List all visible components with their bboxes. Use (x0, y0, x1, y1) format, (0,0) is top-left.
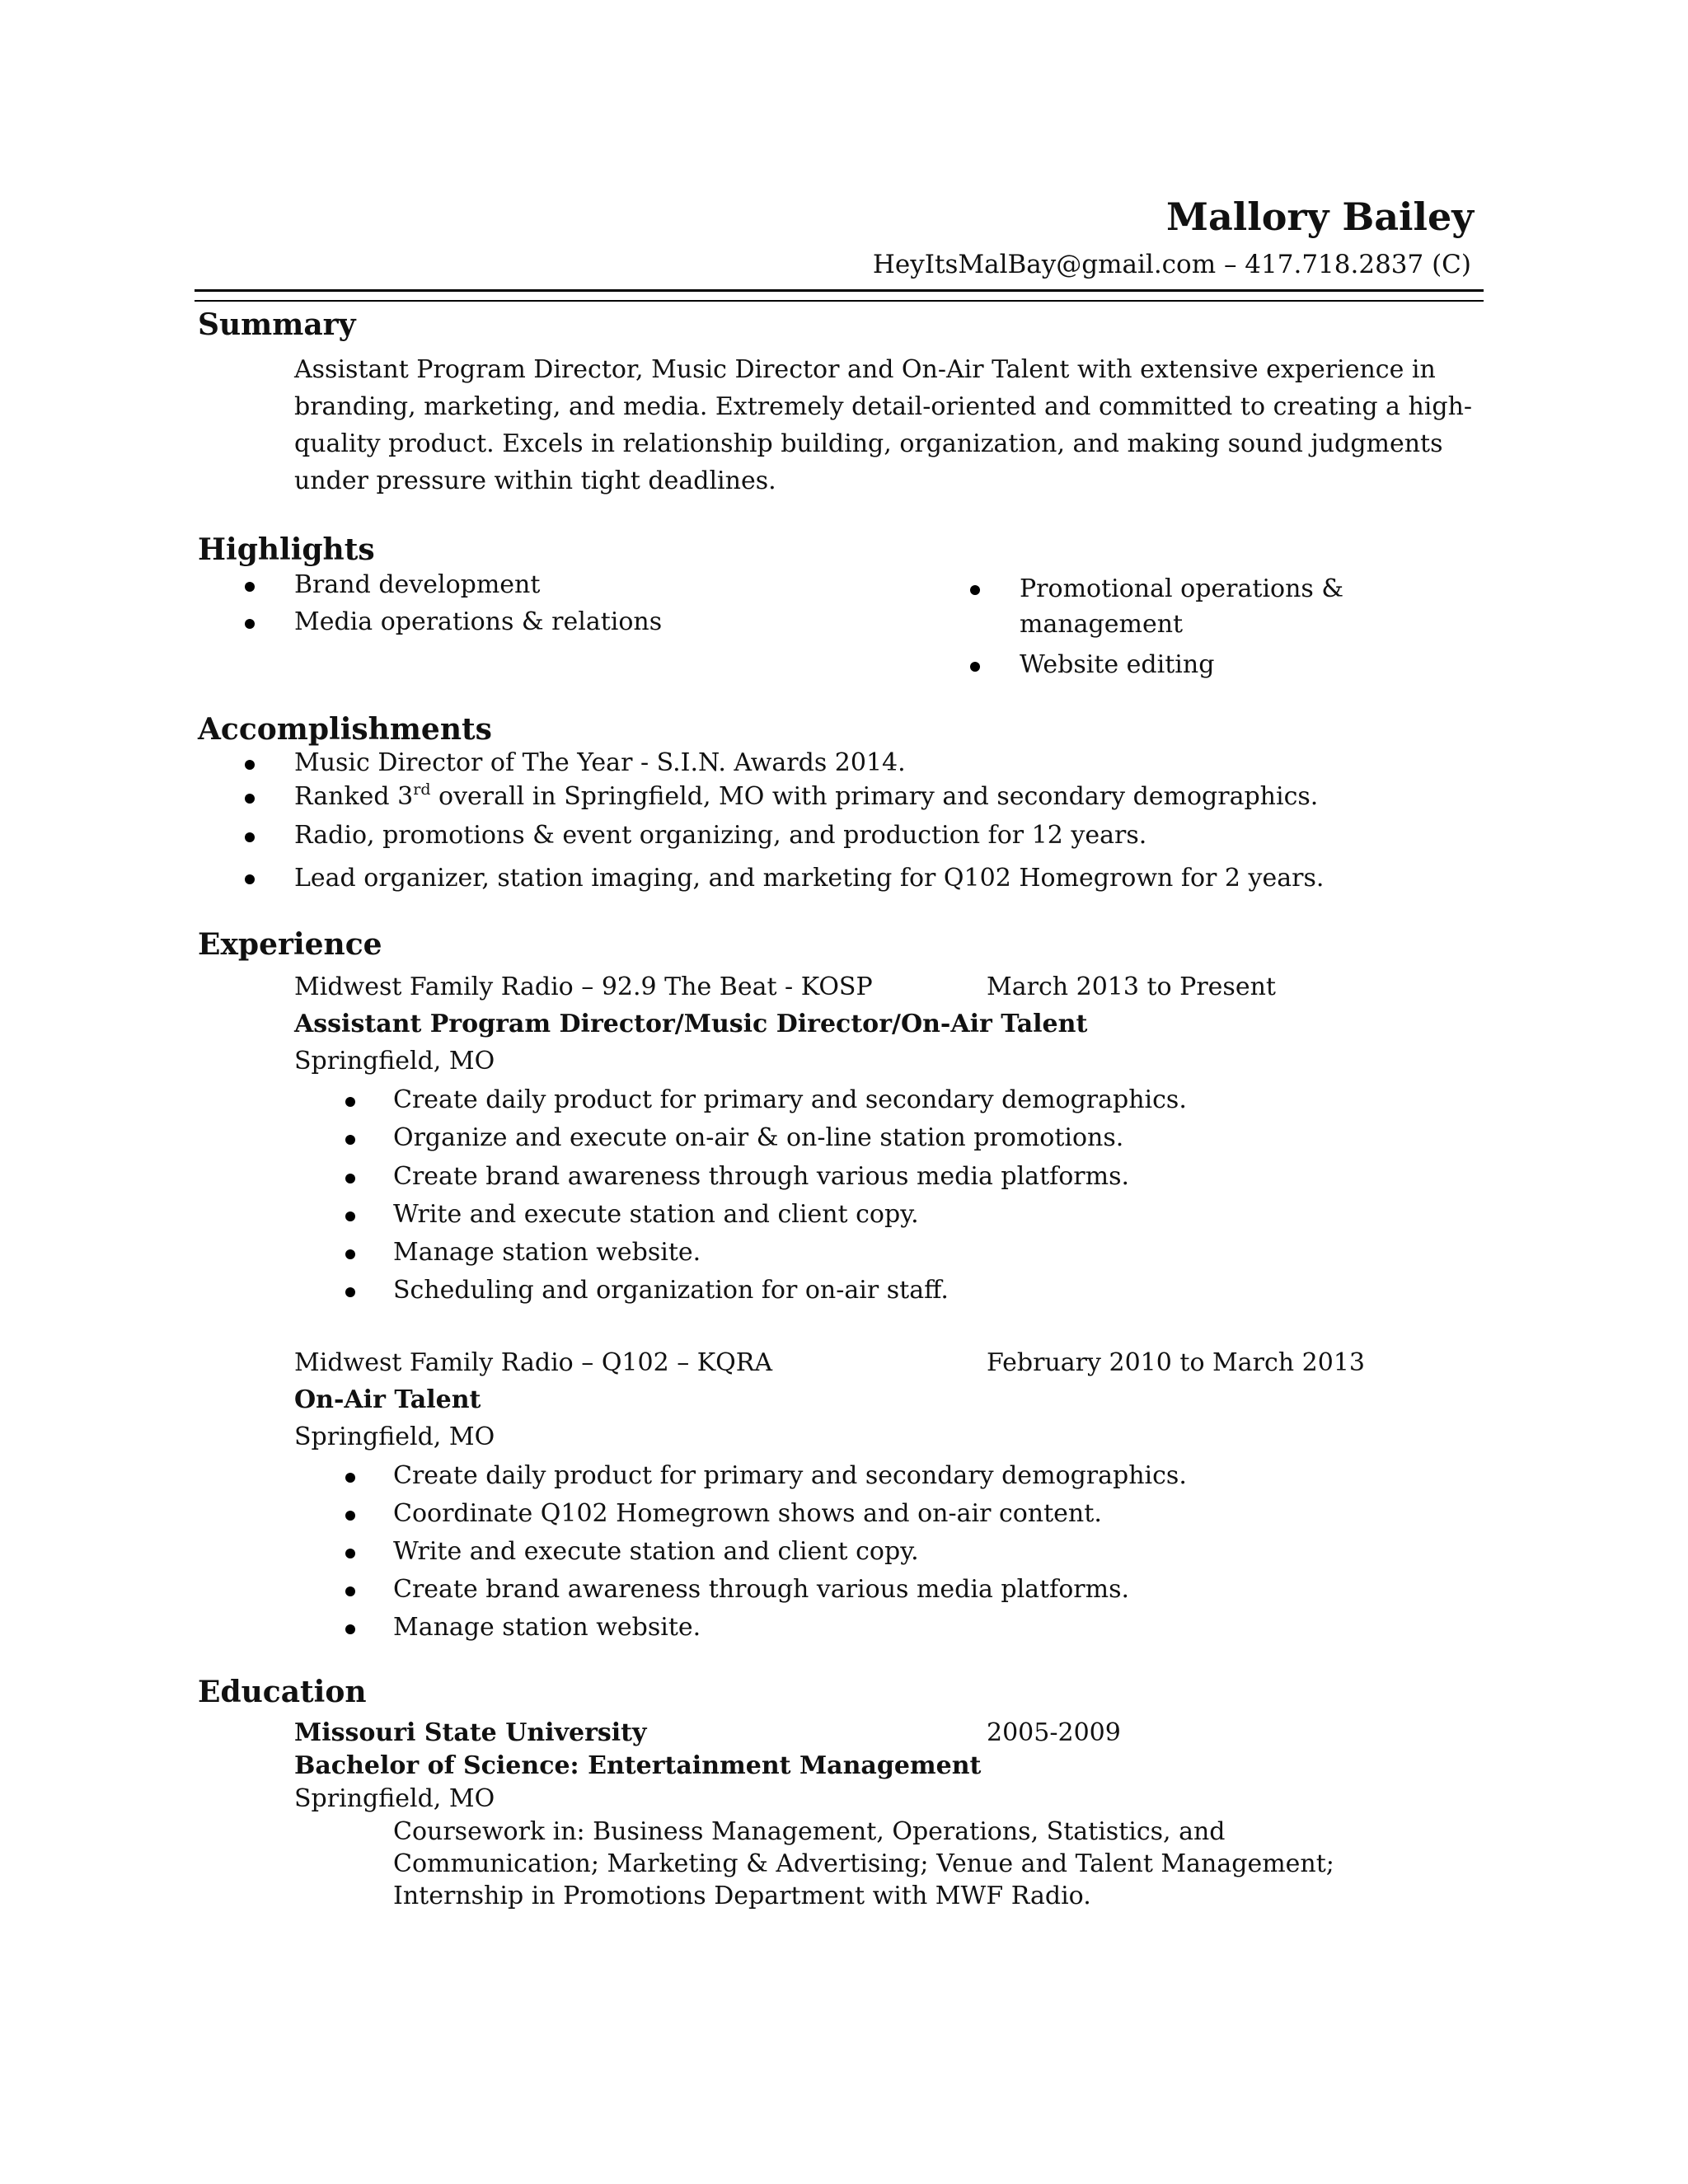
bullet-icon (970, 585, 980, 595)
bullet-icon (245, 760, 255, 770)
job-duty: Organize and execute on-air & on-line station promotions. (393, 1123, 1124, 1152)
candidate-name: Mallory Bailey (1166, 194, 1474, 239)
job-company: Midwest Family Radio – Q102 – KQRA (294, 1348, 773, 1377)
highlight-item: Media operations & relations (294, 607, 663, 636)
highlight-item: Brand development (294, 570, 541, 599)
job-dates: February 2010 to March 2013 (987, 1348, 1365, 1377)
bullet-icon (345, 1097, 355, 1107)
bullet-icon (245, 832, 255, 842)
contact-line: HeyItsMalBay@gmail.com – 417.718.2837 (C) (872, 250, 1471, 279)
school-location: Springfield, MO (294, 1784, 495, 1813)
job-title: Assistant Program Director/Music Director/On-Air Talent (294, 1010, 1088, 1038)
bullet-icon (245, 874, 255, 884)
header-rule-bottom (195, 300, 1484, 302)
accomplishments-heading: Accomplishments (198, 712, 492, 747)
job-duty: Manage station website. (393, 1613, 701, 1642)
highlight-item-continued: management (1020, 610, 1184, 639)
job-duty: Manage station website. (393, 1238, 701, 1267)
accomplishment-item: Music Director of The Year - S.I.N. Awards 2014. (294, 748, 906, 777)
job-duty: Create brand awareness through various media platforms. (393, 1162, 1130, 1191)
bullet-icon (970, 662, 980, 672)
job-duty: Write and execute station and client copy. (393, 1200, 919, 1229)
bullet-icon (345, 1473, 355, 1483)
job-duty: Create daily product for primary and secondary demographics. (393, 1461, 1187, 1490)
bullet-icon (245, 794, 255, 804)
coursework-text: Coursework in: Business Management, Operations, Statistics, and Communication; Marketing & Advertising; Venue and Talent Management; Internship in Promotions Department with MWF Radio. (393, 1817, 1334, 1910)
bullet-icon (345, 1549, 355, 1558)
bullet-icon (345, 1624, 355, 1634)
job-location: Springfield, MO (294, 1422, 495, 1451)
summary-text: Assistant Program Director, Music Director and On-Air Talent with extensive experience in branding, marketing, and media. Extremely detail-oriented and committed to creating a high-quality product. Excels in relationship building, organization, and making sound judgments under pressure within tight deadlines. (294, 355, 1473, 495)
highlights-heading: Highlights (198, 532, 375, 567)
job-duty: Create daily product for primary and secondary demographics. (393, 1085, 1187, 1114)
education-heading: Education (198, 1675, 367, 1709)
experience-heading: Experience (198, 927, 382, 962)
bullet-icon (245, 582, 255, 592)
bullet-icon (345, 1287, 355, 1297)
job-dates: March 2013 to Present (987, 972, 1276, 1001)
school-name: Missouri State University (294, 1718, 647, 1747)
header-rule-top (195, 289, 1484, 292)
degree: Bachelor of Science: Entertainment Management (294, 1751, 982, 1780)
job-title: On-Air Talent (294, 1385, 481, 1414)
accomplishment-item: Radio, promotions & event organizing, and production for 12 years. (294, 821, 1147, 850)
bullet-icon (345, 1249, 355, 1259)
summary-heading: Summary (198, 307, 356, 342)
bullet-icon (345, 1212, 355, 1221)
accomplishment-item: Lead organizer, station imaging, and marketing for Q102 Homegrown for 2 years. (294, 864, 1325, 893)
job-company: Midwest Family Radio – 92.9 The Beat - KOSP (294, 972, 873, 1001)
job-duty: Scheduling and organization for on-air staff. (393, 1276, 949, 1305)
bullet-icon (345, 1586, 355, 1596)
bullet-icon (345, 1135, 355, 1145)
highlight-item: Promotional operations & (1020, 574, 1344, 603)
bullet-icon (345, 1174, 355, 1183)
job-duty: Coordinate Q102 Homegrown shows and on-air content. (393, 1499, 1102, 1528)
highlight-item: Website editing (1020, 650, 1215, 679)
bullet-icon (345, 1511, 355, 1521)
job-duty: Create brand awareness through various media platforms. (393, 1575, 1130, 1604)
job-duty: Write and execute station and client copy. (393, 1537, 919, 1566)
school-years: 2005-2009 (987, 1718, 1121, 1747)
job-location: Springfield, MO (294, 1047, 495, 1076)
bullet-icon (245, 619, 255, 629)
accomplishment-item: Ranked 3rd overall in Springfield, MO with primary and secondary demographics. (294, 780, 1319, 811)
